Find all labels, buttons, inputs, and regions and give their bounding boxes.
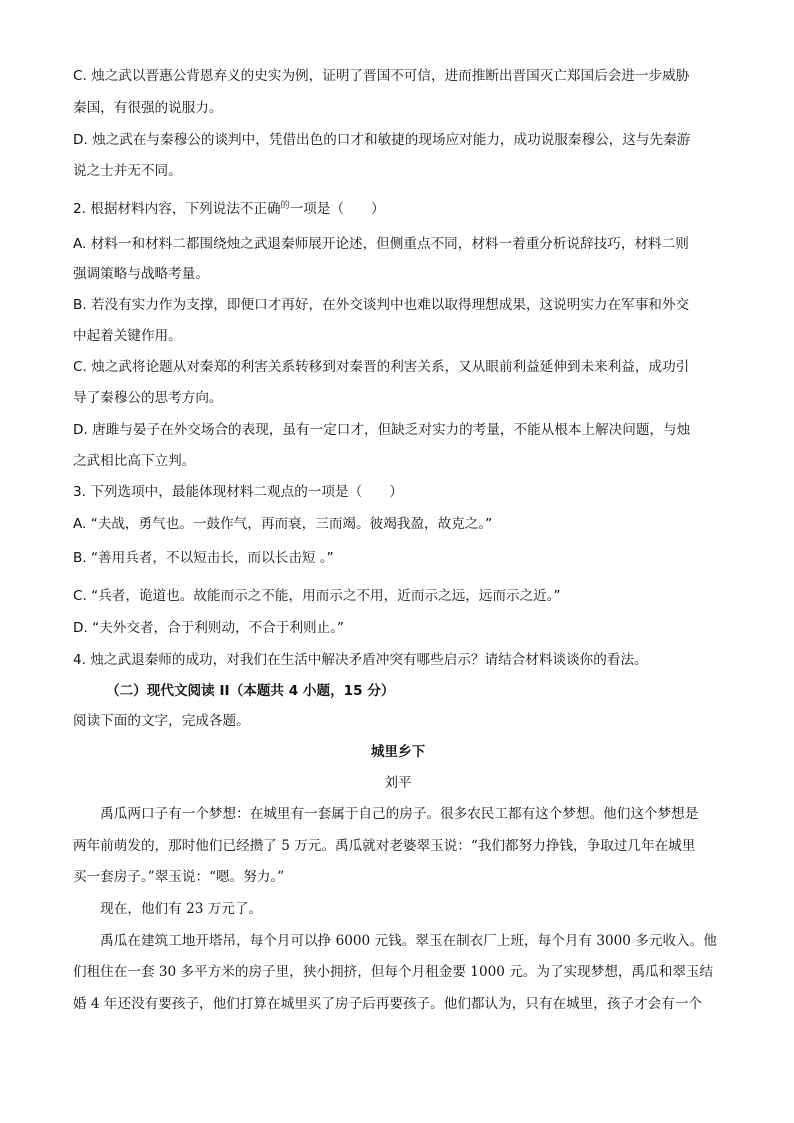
question-4: 4. 烛之武退秦师的成功，对我们在生活中解决矛盾冲突有哪些启示？请结合材料谈谈你的看法。 xyxy=(73,652,648,668)
reading-instruction: 阅读下面的文字，完成各题。 xyxy=(73,713,250,729)
story-paragraph-line: 现在，他们有 23 万元了。 xyxy=(73,901,263,917)
option-c-line-1: C. 烛之武以晋惠公背恩弃义的史实为例，证明了晋国不可信，进而推断出晋国灭亡郑国后会进一步威胁 xyxy=(73,68,690,84)
q2-option-a-line-1: A. 材料一和材料二都围绕烛之武退秦师展开论述，但侧重点不同，材料一着重分析说辞技巧，材料二则 xyxy=(73,236,689,252)
q3-option-d: D. “夫外交者，合于利则动，不合于利则止。” xyxy=(73,620,345,636)
q3-option-b: B. “善用兵者，不以短击长，而以长击短 。” xyxy=(73,550,334,566)
q2-option-d-line-2: 之武相比高下立判。 xyxy=(73,453,196,469)
q2-option-c-line-1: C. 烛之武将论题从对秦郑的利害关系转移到对秦晋的利害关系，又从眼前利益延伸到未来利益，成功引 xyxy=(73,359,690,375)
story-paragraph-line: 两年前萌发的，那时他们已经攒了 5 万元。禹瓜就对老婆翠玉说：“我们都努力挣钱，争取过几年在城里 xyxy=(73,838,696,854)
story-author: 刘平 xyxy=(384,775,412,791)
section-heading: （二）现代文阅读 II（本题共 4 小题，15 分） xyxy=(106,683,395,699)
q3-option-c: C. “兵者，诡道也。故能而示之不能，用而示之不用，近而示之远，远而示之近。” xyxy=(73,588,561,604)
story-paragraph-line: 禹瓜在建筑工地开塔吊，每个月可以挣 6000 元钱。翠玉在制衣厂上班，每个月有 3000 多元收入。他 xyxy=(73,933,717,949)
q2-option-c-line-2: 导了秦穆公的思考方向。 xyxy=(73,390,223,406)
question-2-text-b: 一项是（ ） xyxy=(289,201,385,217)
question-2-superscript: 的 xyxy=(280,201,290,211)
option-d-line-2: 说之士并无不同。 xyxy=(73,163,182,179)
option-c-line-2: 秦国，有很强的说服力。 xyxy=(73,100,223,116)
question-2-text-a: 2. 根据材料内容，下列说法不正确 xyxy=(73,201,281,217)
story-paragraph-line: 婚 4 年还没有要孩子，他们打算在城里买了房子后再要孩子。他们都认为，只有在城里，孩子才会有一个 xyxy=(73,996,703,1012)
story-paragraph-line: 买一套房子。”翠玉说：“嗯。努力。” xyxy=(73,869,285,885)
q2-option-b-line-2: 中起着关键作用。 xyxy=(73,328,182,344)
option-d-line-1: D. 烛之武在与秦穆公的谈判中，凭借出色的口才和敏捷的现场应对能力，成功说服秦穆公，这与先秦游 xyxy=(73,132,691,148)
story-paragraph-line: 们租住在一套 30 多平方米的房子里，狭小拥挤，但每个月租金要 1000 元。为了实现梦想，禹瓜和翠玉结 xyxy=(73,964,714,980)
q2-option-d-line-1: D. 唐雎与晏子在外交场合的表现，虽有一定口才，但缺乏对实力的考量，不能从根本上解决问题，与烛 xyxy=(73,422,691,438)
question-2 xyxy=(73,199,723,221)
question-3: 3. 下列选项中，最能体现材料二观点的一项是（ ） xyxy=(73,484,403,500)
q2-option-b-line-1: B. 若没有实力作为支撑，即便口才再好，在外交谈判中也难以取得理想成果，这说明实力在军事和外交 xyxy=(73,297,690,313)
story-title: 城里乡下 xyxy=(370,744,426,760)
q2-option-a-line-2: 强调策略与战略考量。 xyxy=(73,266,209,282)
story-paragraph-line: 禹瓜两口子有一个梦想：在城里有一套属于自己的房子。很多农民工都有这个梦想。他们这个梦想是 xyxy=(73,806,699,822)
q3-option-a: A. “夫战，勇气也。一鼓作气，再而衰，三而竭。彼竭我盈，故克之。” xyxy=(73,516,493,532)
